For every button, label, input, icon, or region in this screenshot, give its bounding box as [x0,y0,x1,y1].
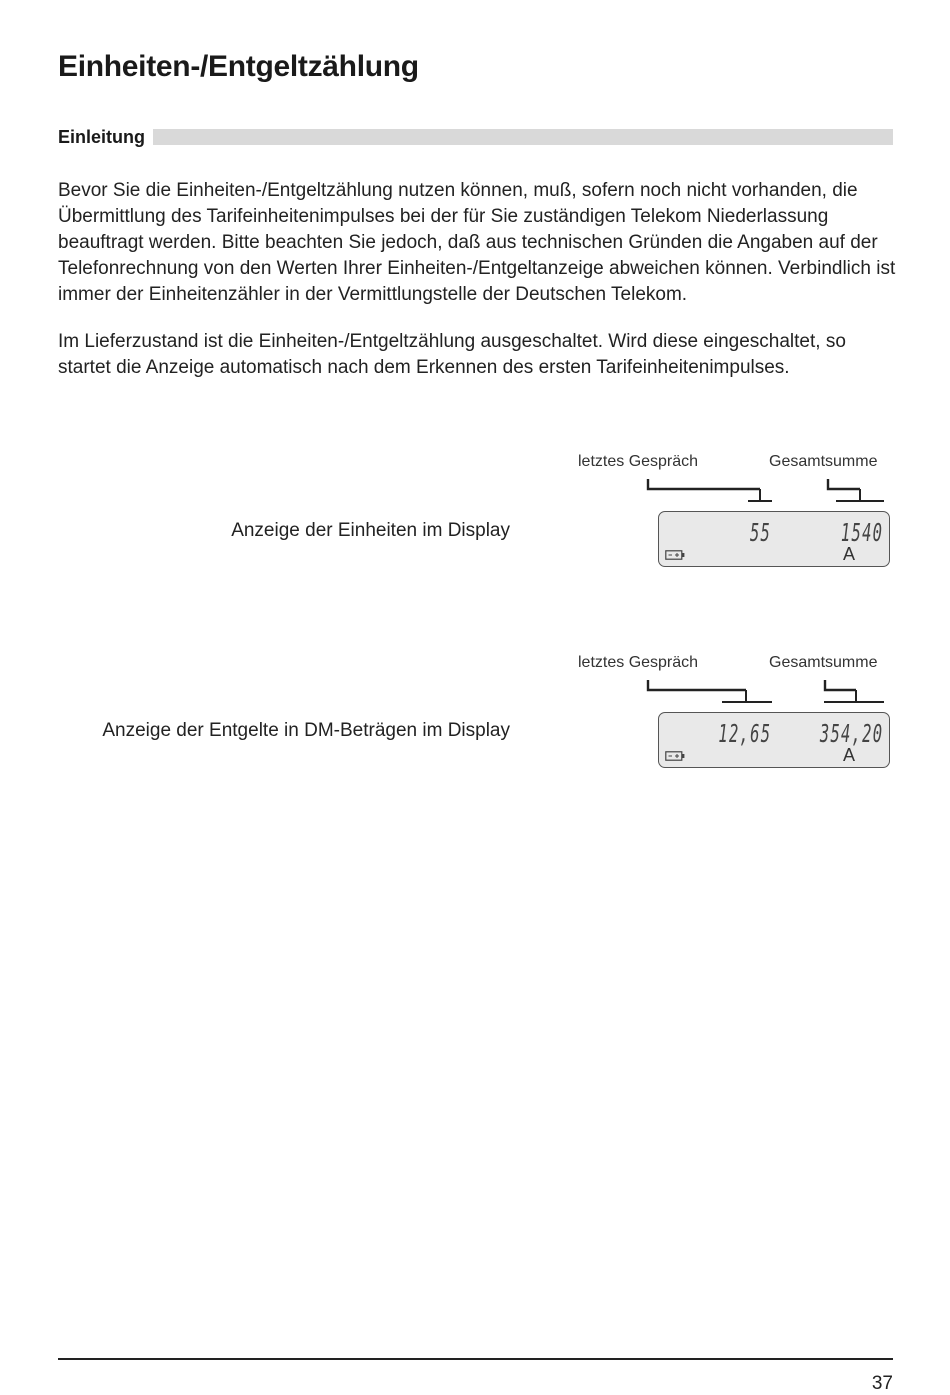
section-heading-label: Einleitung [58,126,145,147]
intro-paragraph: Bevor Sie die Einheiten-/Entgeltzählung nutzen können, muß, sofern noch nicht vorhanden, die Übermittlung des Tarifeinheitenimpulses bei der für Sie zuständigen Telekom Niederlassung beauftragt werden. Bitte beachten Sie jedoch, daß aus technischen Gründen die Angaben auf der Telefonrechnung von den Werten Ihrer Einheiten-/Entgeltanzeige abweichen können. Verbindlich ist immer der Einheitenzähler in der Vermittlungstelle der Deutschen Telekom. [58,180,896,305]
lcd-display [658,511,890,567]
section-heading-bar [153,129,893,145]
battery-icon [665,550,685,560]
figure-units-caption: Anzeige der Einheiten im Display [231,520,510,541]
figure-units-display [570,450,900,570]
lcd-total-value: 354,20 [819,719,883,748]
footer-divider [58,1358,893,1360]
section-heading [58,126,893,148]
default-state-paragraph: Im Lieferzustand ist die Einheiten-/Entgeltzählung ausgeschaltet. Wird diese eingeschaltet, so startet die Anzeige automatisch nach dem Erkennen des ersten Tarifeinheitenimpulses. [58,331,846,378]
figure-charges-display [570,651,900,771]
bracket-lines [570,476,900,506]
lcd-display [658,712,890,768]
lcd-indicator: A [843,544,856,564]
battery-icon [665,751,685,761]
label-last-call: letztes Gespräch [578,453,699,470]
figure-charges-caption: Anzeige der Entgelte in DM-Beträgen im Display [102,720,510,741]
lcd-last-call-value: 55 [749,518,771,547]
page-title: Einheiten-/Entgeltzählung [58,50,419,83]
lcd-indicator: A [843,745,856,765]
label-last-call: letztes Gespräch [578,654,699,671]
page-number: 37 [871,1373,893,1394]
lcd-last-call-value: 12,65 [718,719,771,748]
lcd-total-value: 1540 [840,518,883,547]
label-total: Gesamtsumme [769,453,878,470]
bracket-lines [570,677,900,707]
label-total: Gesamtsumme [769,654,878,671]
